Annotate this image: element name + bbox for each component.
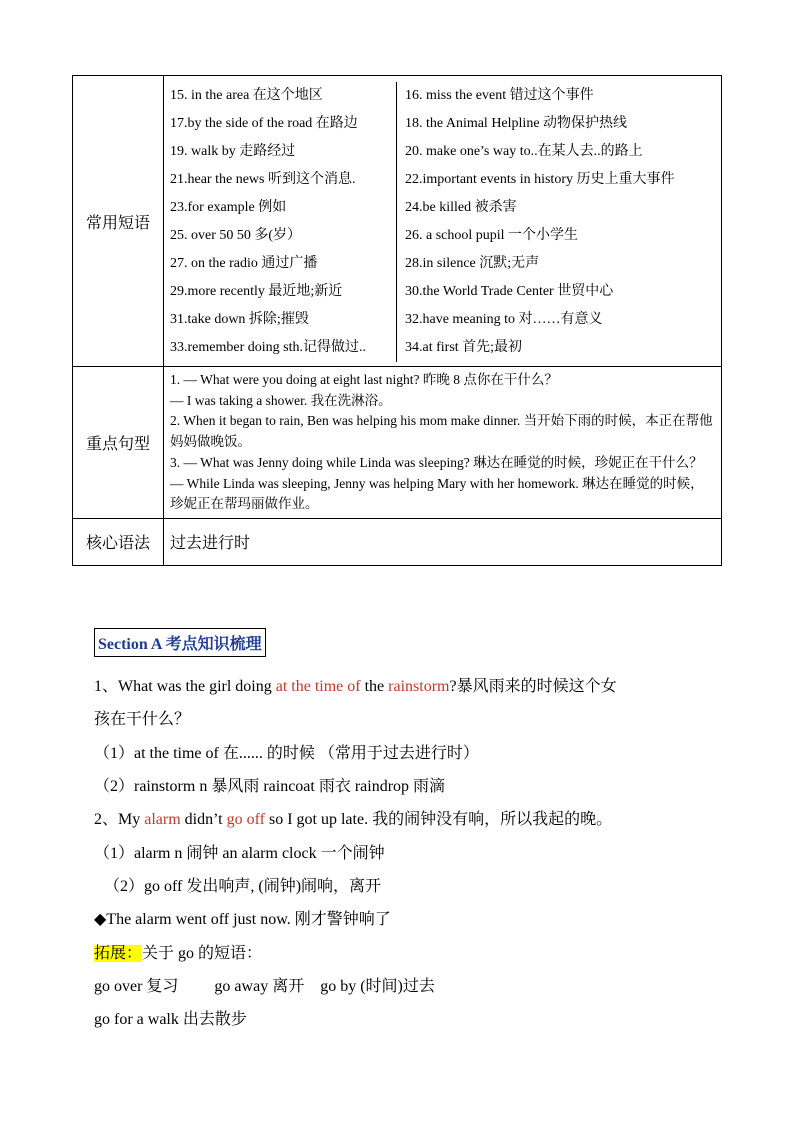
phrase-right: 28.in silence 沉默;无声 bbox=[405, 256, 540, 271]
phrase-right: 16. miss the event 错过这个事件 bbox=[405, 88, 594, 103]
highlight-phrase: go off bbox=[226, 811, 265, 828]
grammar-value: 过去进行时 bbox=[164, 518, 722, 565]
phrase-left: 15. in the area 在这个地区 bbox=[170, 82, 397, 110]
phrase-right: 26. a school pupil 一个小学生 bbox=[405, 228, 579, 243]
phrase-row bbox=[170, 138, 721, 166]
question-1: 1、What was the girl doing at the time of the rainstorm?暴风雨来的时候这个女 bbox=[94, 678, 617, 695]
q1-note-2: （2）rainstorm n 暴风雨 raincoat 雨衣 raindrop 雨滴 bbox=[94, 778, 446, 795]
q2-note-1: （1）alarm n 闹钟 an alarm clock 一个闹钟 bbox=[94, 845, 385, 862]
highlight-phrase: at the time of bbox=[275, 678, 361, 695]
sentence-line: — I was taking a shower. 我在洗淋浴。 bbox=[170, 392, 392, 408]
phrase-right: 32.have meaning to 对……有意义 bbox=[405, 312, 603, 327]
phrase-left: 27. on the radio 通过广播 bbox=[170, 250, 397, 278]
phrase-row bbox=[170, 278, 721, 306]
sentence-line: 2. When it began to rain, Ben was helping his mom make dinner. 当开始下雨的时候，本正在帮他妈妈做晚饭。 bbox=[170, 413, 713, 450]
phrase-row bbox=[170, 194, 721, 222]
phrase-right: 30.the World Trade Center 世贸中心 bbox=[405, 284, 614, 299]
phrase-right: 22.important events in history 历史上重大事件 bbox=[405, 172, 675, 187]
highlight-word: rainstorm bbox=[388, 678, 450, 695]
q1-note-1: （1）at the time of 在...... 的时候 （常用于过去进行时） bbox=[94, 745, 479, 762]
phrase-list bbox=[170, 82, 721, 362]
q2-note-2: （2）go off 发出响声, (闹钟)闹响，离开 bbox=[104, 878, 382, 895]
phrase-left: 29.more recently 最近地;新近 bbox=[170, 278, 397, 306]
grammar-row bbox=[73, 518, 722, 565]
extension-label: 拓展： bbox=[94, 945, 143, 962]
phrase-row bbox=[170, 306, 721, 334]
grammar-label: 核心语法 bbox=[73, 518, 164, 565]
phrase-right: 24.be killed 被杀害 bbox=[405, 200, 517, 215]
sentence-line: — While Linda was sleeping, Jenny was helping Mary with her homework. 琳达在睡觉的时候，珍妮正在帮玛丽做作业。 bbox=[170, 475, 704, 512]
phrase-left: 23.for example 例如 bbox=[170, 194, 397, 222]
phrase-left: 31.take down 拆除;摧毁 bbox=[170, 306, 397, 334]
phrase-left: 19. walk by 走路经过 bbox=[170, 138, 397, 166]
sentence-line: 3. — What was Jenny doing while Linda was sleeping? 琳达在睡觉的时候，珍妮正在干什么？ bbox=[170, 454, 703, 470]
phrase-right: 34.at first 首先;最初 bbox=[405, 340, 523, 355]
sentences-label: 重点句型 bbox=[73, 367, 164, 519]
phrase-row bbox=[170, 110, 721, 138]
phrase-row bbox=[170, 334, 721, 362]
phrases-label: 常用短语 bbox=[73, 76, 164, 367]
go-phrases-line-1: go over 复习 go away 离开 go by (时间)过去 bbox=[94, 978, 435, 995]
sentences-row bbox=[73, 367, 722, 519]
phrase-left: 33.remember doing sth.记得做过.. bbox=[170, 334, 397, 362]
phrase-row bbox=[170, 250, 721, 278]
question-2: 2、My alarm didn’t go off so I got up late. 我的闹钟没有响，所以我起的晚。 bbox=[94, 811, 613, 828]
phrases-row bbox=[73, 76, 722, 367]
sentences-cell bbox=[164, 367, 722, 519]
phrase-row bbox=[170, 222, 721, 250]
phrase-right: 18. the Animal Helpline 动物保护热线 bbox=[405, 116, 628, 131]
phrase-row bbox=[170, 166, 721, 194]
phrase-left: 21.hear the news 听到这个消息. bbox=[170, 166, 397, 194]
phrase-left: 25. over 50 50 多(岁） bbox=[170, 222, 397, 250]
phrases-cell bbox=[164, 76, 722, 367]
section-title: Section A 考点知识梳理 bbox=[94, 628, 266, 657]
highlight-word: alarm bbox=[144, 811, 181, 828]
example-sentence: ◆The alarm went off just now. 刚才警钟响了 bbox=[94, 911, 391, 928]
summary-table bbox=[72, 75, 722, 566]
extension-line: 拓展：关于 go 的短语： bbox=[94, 945, 263, 962]
sentence-line: 1. — What were you doing at eight last night? 昨晚 8 点你在干什么？ bbox=[170, 372, 558, 387]
question-1-continued: 孩在干什么？ bbox=[94, 711, 191, 728]
go-phrases-line-2: go for a walk 出去散步 bbox=[94, 1011, 247, 1028]
phrase-left: 17.by the side of the road 在路边 bbox=[170, 110, 397, 138]
phrase-row bbox=[170, 82, 721, 110]
phrase-right: 20. make one’s way to..在某人去..的路上 bbox=[405, 144, 643, 159]
